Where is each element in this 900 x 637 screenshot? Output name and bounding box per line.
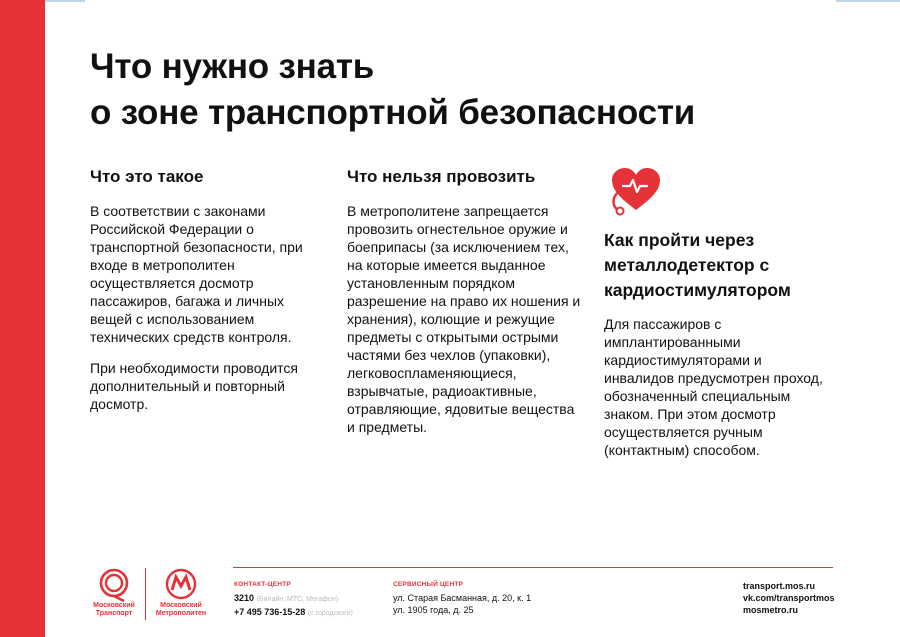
footer-divider [233,567,833,568]
service-center [393,580,573,616]
column-paragraph: Для пассажиров с имплантированными кардиостимуляторами и инвалидов предусмотрен проход, обозначенный специальным знаком. При этом досмотр осуществляется ручным (контактным) способом. [604,316,823,458]
contact-phone[interactable]: +7 495 736-15-28 [234,607,306,617]
moscow-transport-logo-icon [97,568,131,602]
left-red-bar [0,0,45,637]
logo-moscow-transport [88,568,140,630]
column-heading: Как пройти через металлодетектор с кардиостимулятором [604,230,791,300]
logo-moscow-metro [150,568,212,630]
contact-short-number[interactable]: 3210 [234,593,255,603]
column-paragraph: В метрополитене запрещается провозить огнестельное оружие и боеприпасы (за исключением тех, на которые имеется выданное установленным порядком разрешение на право их ношения и хранения), колющие и режущие предметы с открытыми острыми частями без чехлов (упаковки), легковоспламеняющиеся, взрывчатые, радиоактивные, отравляющие, ядовитые вещества и предметы. [347,203,581,435]
metro-m-logo-icon [164,568,198,602]
contact-short-number-line [234,592,384,606]
logo-divider [145,568,146,620]
top-right-divider [836,0,900,2]
service-address-2: ул. 1905 года, д. 25 [393,605,474,615]
column-what-is-it [90,166,325,426]
contact-center-label: КОНТАКТ-ЦЕНТР [234,581,291,588]
page-title [90,44,850,136]
page-title-line-2: о зоне транспортной безопасности [90,93,696,132]
contact-phone-line [234,606,384,620]
column-paragraph: При необходимости проводится дополнительный и повторный досмотр. [90,360,298,412]
heart-pacemaker-icon [608,166,664,216]
contact-short-note: (Билайн, МТС, Мегафон) [256,596,339,603]
column-heading: Что это такое [90,167,204,186]
column-heading: Что нельзя провозить [347,167,536,186]
link-transport-mos[interactable]: transport.mos.ru [743,581,816,591]
top-left-divider [45,0,85,2]
contact-phone-note: (с городского) [307,610,353,617]
column-paragraph: В соответствии с законами Российской Федерации о транспортной безопасности, при входе в метрополитен осуществляется досмотр пассажиров, багажа и личных вещей с использованием технических средств контроля. [90,203,303,345]
service-address-1: ул. Старая Басманная, д. 20, к. 1 [393,593,532,603]
footer-links [743,580,838,616]
logo-metro-text: Московский Метрополитен [155,602,207,617]
link-vk-transportmos[interactable]: vk.com/transportmos [743,593,835,603]
column-pacemaker [604,166,834,472]
service-center-label: СЕРВИСНЫЙ ЦЕНТР [393,581,464,588]
contact-center [234,580,384,620]
logo-transport-text: Московский Транспорт [93,602,135,617]
link-mosmetro[interactable]: mosmetro.ru [743,605,799,615]
page-title-line-1: Что нужно знать [90,47,375,86]
column-prohibited-items [347,166,582,449]
